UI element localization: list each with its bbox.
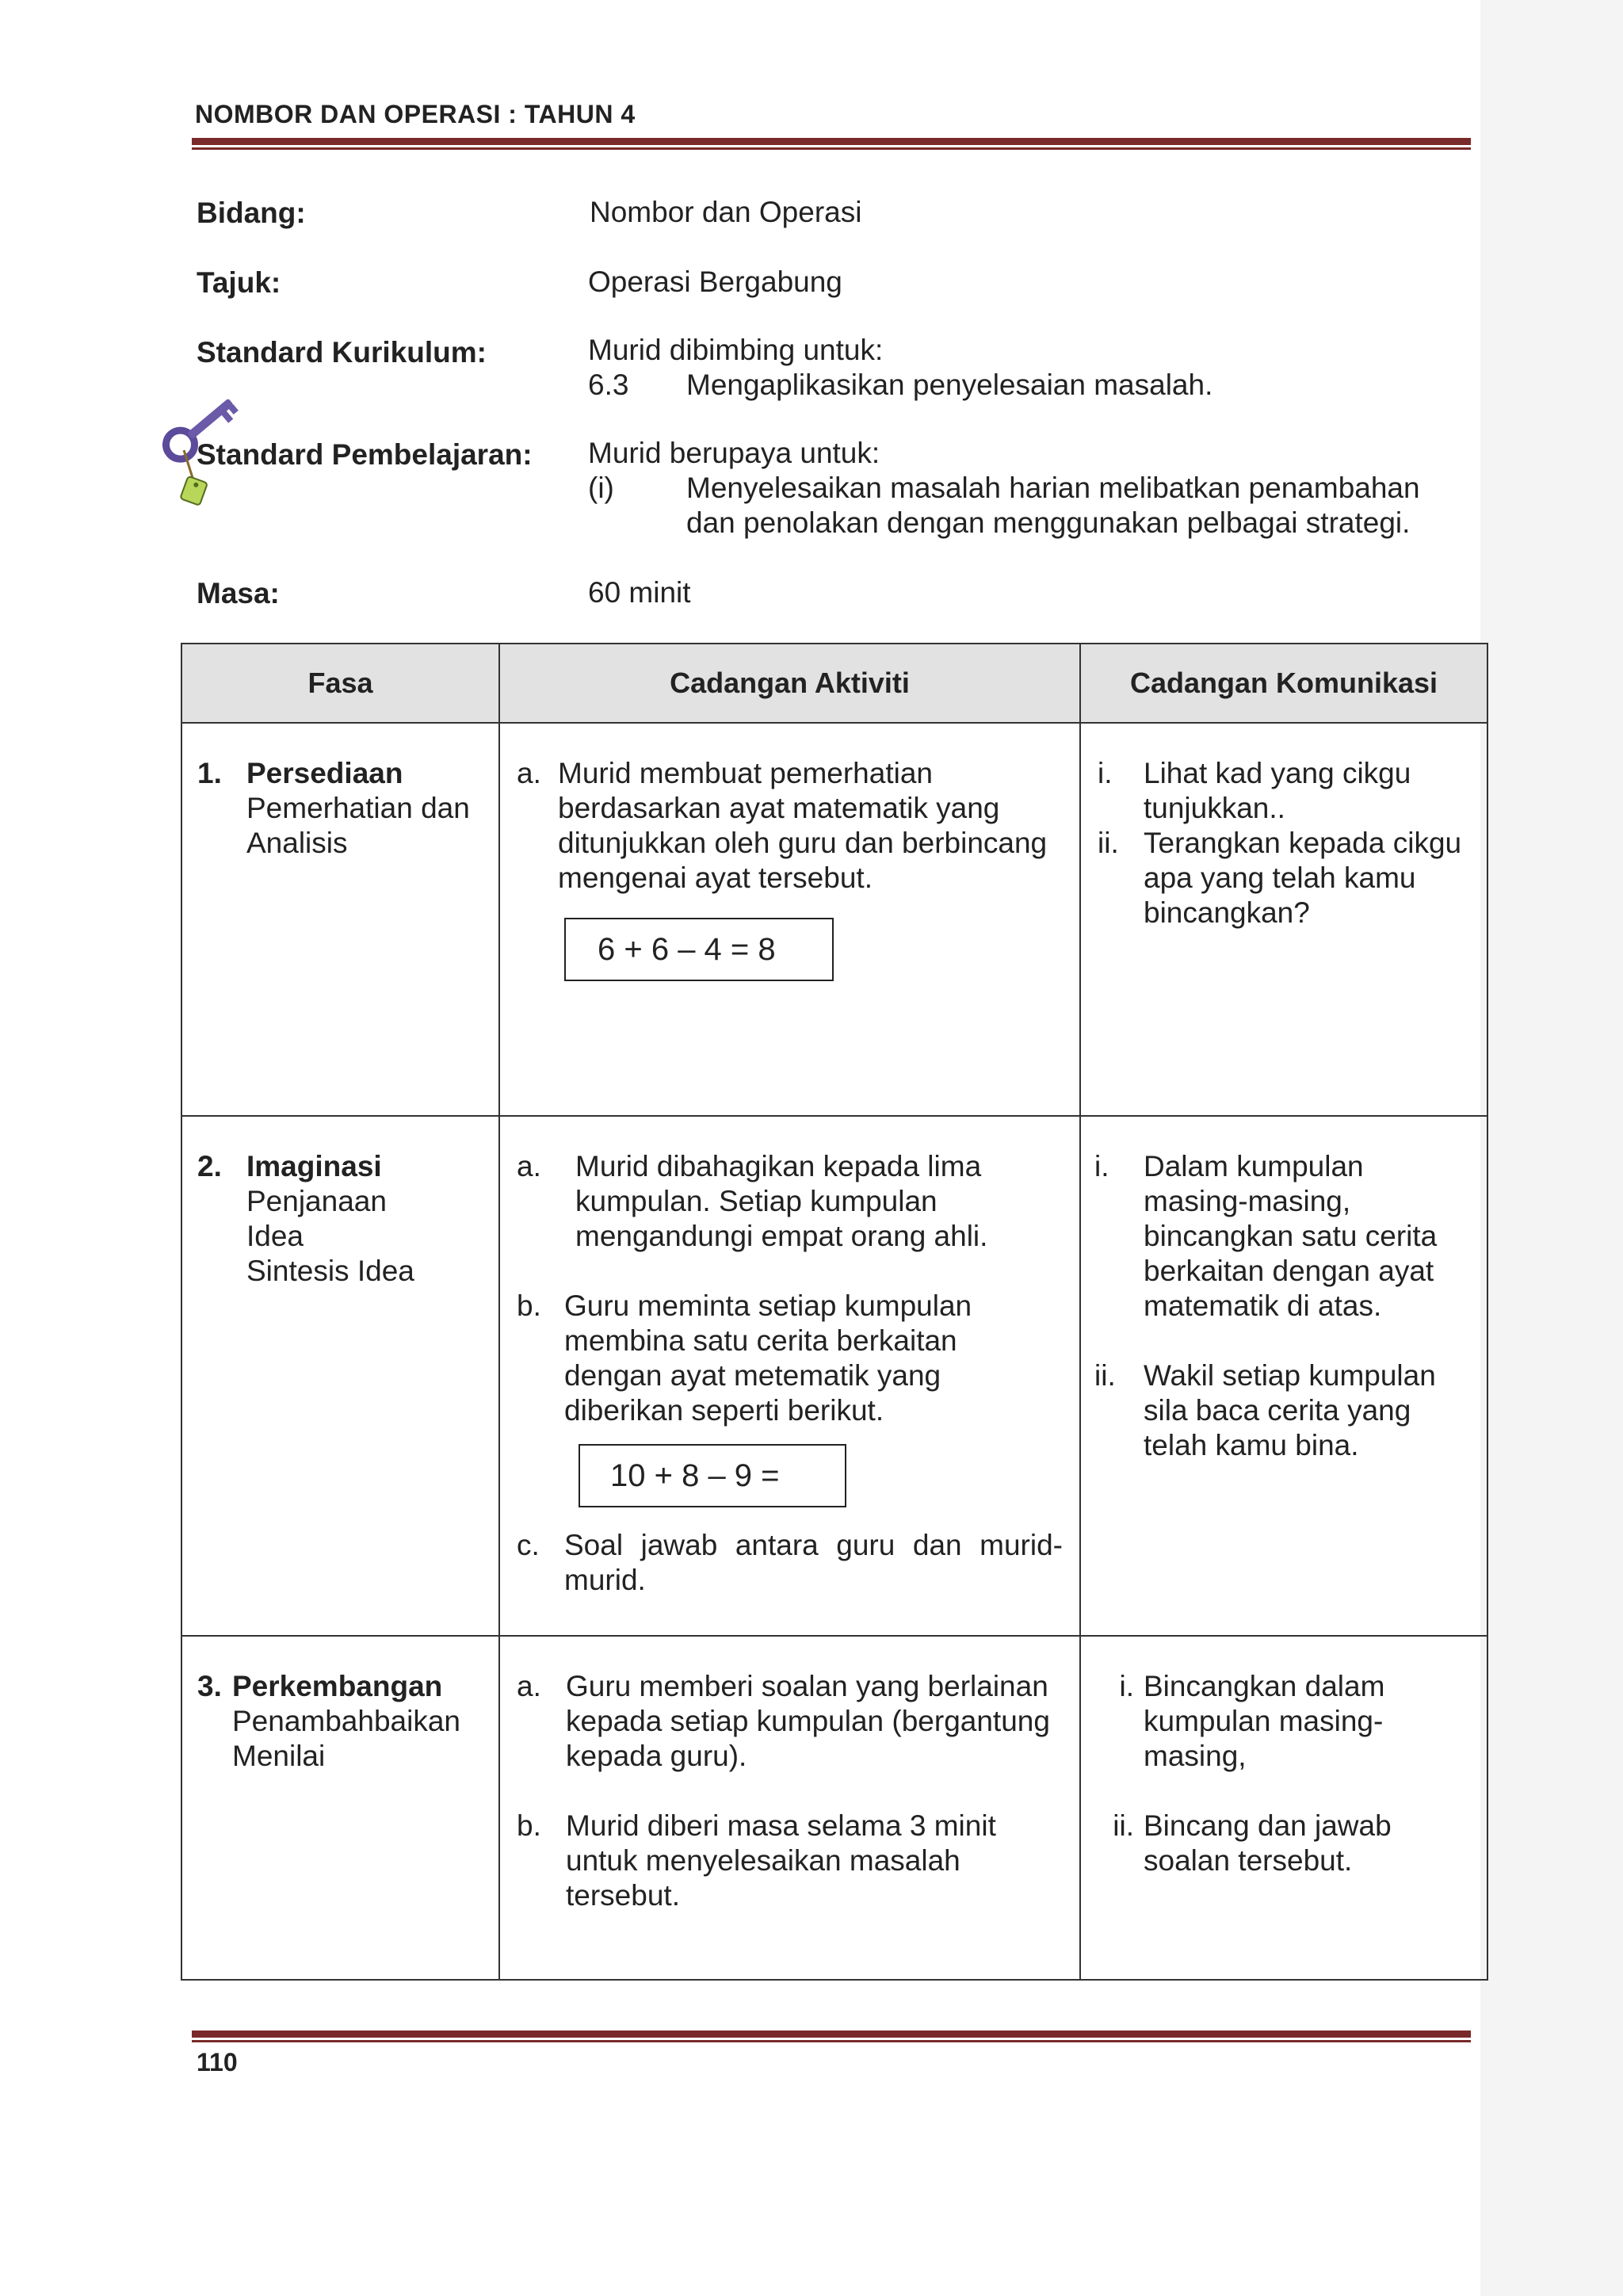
standard-pembelajaran-value [588,436,1420,541]
bidang-label: Bidang: [197,197,306,229]
phase-sub: Pemerhatian dan [246,792,470,824]
standard-pembelajaran-item-num: (i) [588,472,614,504]
activity-item: a. Murid dibahagikan kepada lima kumpulan. Setiap kumpulan mengandungi empat orang ahli. [517,1150,988,1252]
activity-cell [499,1116,1080,1636]
masa-label: Masa: [197,577,280,609]
phase-cell [181,1636,499,1980]
standard-pembelajaran-intro: Murid berupaya untuk: [588,437,880,469]
communication-item: ii. Terangkan kepada cikgu apa yang telah kamu bincangkan? [1098,827,1462,929]
communication-cell [1080,723,1487,1116]
phase-sub: Sintesis Idea [246,1255,414,1287]
phase-cell [181,723,499,1116]
activity-cell [499,723,1080,1116]
table-header-row [181,644,1487,723]
footer-rule [192,2030,1471,2042]
phase-number: 3. [197,1670,222,1702]
phase-sub: Penambahbaikan [232,1705,460,1737]
communication-item: i. Dalam kumpulan masing-masing, bincangkan satu cerita berkaitan dengan ayat matematik di atas. [1094,1150,1438,1322]
phase-cell [181,1116,499,1636]
communication-item: i. Bincangkan dalam kumpulan masing-masing, [1119,1670,1385,1772]
standard-kurikulum-intro: Murid dibimbing untuk: [588,334,884,366]
equation-box: 10 + 8 – 9 = [579,1444,846,1507]
standard-pembelajaran-item-line2: dan penolakan dengan menggunakan pelbagai strategi. [686,506,1411,539]
communication-cell [1080,1636,1487,1980]
phase-number: 2. [197,1150,222,1182]
standard-kurikulum-item-text: Mengaplikasikan penyelesaian masalah. [686,369,1213,401]
phase-title: Imaginasi [246,1150,382,1182]
tajuk-label: Tajuk: [197,266,281,299]
activity-item: a. Guru memberi soalan yang berlainan kepada setiap kumpulan (bergantung kepada guru). [517,1670,1050,1772]
communication-item: ii. Wakil setiap kumpulan sila baca cerita yang telah kamu bina. [1094,1359,1436,1461]
phase-sub: Idea [246,1220,304,1252]
table-row [181,1636,1487,1980]
activity-item: c. Soal jawab antara guru dan murid-murid. [517,1529,1063,1596]
phase-sub: Analisis [246,827,348,859]
masa-value: 60 minit [588,576,691,609]
activity-item: b. Murid diberi masa selama 3 minit untuk menyelesaikan masalah tersebut. [517,1809,996,1912]
header-cadangan-aktiviti: Cadangan Aktiviti [499,644,1080,723]
standard-kurikulum-item-num: 6.3 [588,369,629,401]
phase-title: Persediaan [246,757,403,789]
standard-pembelajaran-item-line1: Menyelesaikan masalah harian melibatkan penambahan [686,472,1420,504]
bidang-value: Nombor dan Operasi [590,196,862,228]
standard-pembelajaran-label: Standard Pembelajaran: [197,438,533,471]
header-rule [192,138,1471,150]
phase-number: 1. [197,757,222,789]
page-margin-strip [1480,0,1623,2296]
phase-sub: Menilai [232,1740,326,1772]
activity-item: a. Murid membuat pemerhatian berdasarkan ayat matematik yang ditunjukkan oleh guru dan berbincang mengenai ayat tersebut. [517,757,1048,894]
tajuk-value: Operasi Bergabung [588,266,842,298]
header-cadangan-komunikasi: Cadangan Komunikasi [1080,644,1487,723]
activity-cell [499,1636,1080,1980]
lesson-plan-table [181,643,1488,1981]
page-number: 110 [197,2048,238,2076]
communication-cell [1080,1116,1487,1636]
standard-kurikulum-value [588,333,1212,403]
communication-item: i. Lihat kad yang cikgu tunjukkan.. [1098,757,1411,824]
header-fasa: Fasa [181,644,499,723]
equation-box: 6 + 6 – 4 = 8 [564,918,834,981]
communication-item: ii. Bincang dan jawab soalan tersebut. [1113,1809,1392,1877]
page-header-title: NOMBOR DAN OPERASI : TAHUN 4 [195,100,636,128]
table-row [181,1116,1487,1636]
standard-kurikulum-label: Standard Kurikulum: [197,336,487,369]
table-row [181,723,1487,1116]
activity-item: b. Guru meminta setiap kumpulan membina satu cerita berkaitan dengan ayat metematik yang diberikan seperti berikut. [517,1289,972,1427]
phase-title: Perkembangan [232,1670,443,1702]
phase-sub: Penjanaan [246,1185,387,1217]
